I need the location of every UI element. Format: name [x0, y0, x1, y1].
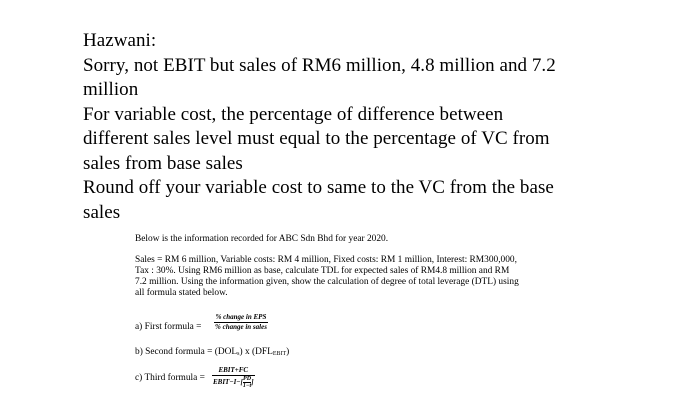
formula-c-denominator [212, 376, 255, 389]
formula-b-mid: ) x (DFL [239, 347, 273, 357]
message-line: million [83, 79, 139, 100]
formula-c-inner-num: PD [243, 376, 252, 382]
message-line: different sales level must equal to the percentage of VC from [83, 128, 550, 149]
message-line: sales from base sales [83, 152, 243, 174]
formula-c-den-prefix: EBIT−I−[ [213, 378, 243, 387]
formula-a-fraction [214, 313, 268, 332]
question-line: all formula stated below. [135, 288, 228, 298]
formula-c-fraction [212, 366, 255, 389]
formula-c-numerator: EBIT+FC [212, 366, 255, 376]
message-line: For variable cost, the percentage of difference between [83, 103, 504, 125]
message-line: Sorry, not EBIT but sales of RM6 million, 4.8 million and 7.2 [83, 54, 556, 76]
formula-b-sub-s: s [237, 351, 240, 357]
formula-a [135, 322, 201, 332]
formula-b-label: b) Second formula = (DOL [135, 347, 238, 357]
formula-a-label: a) First formula = [135, 322, 202, 332]
formula-b-sub-ebit: EBIT [272, 351, 287, 357]
question-body [135, 255, 605, 299]
formula-b-end: ) [286, 347, 290, 357]
question-line: Tax : 30%. Using RM6 million as base, calculate TDL for expected sales of RM4.8 million and RM [135, 266, 510, 276]
formula-a-numerator: % change in EPS [215, 313, 267, 321]
formula-c-inner-fraction [242, 376, 254, 389]
message-line: sales [83, 201, 121, 223]
question-line: 7.2 million. Using the information given, show the calculation of degree of total leverage (DTL) using [135, 277, 519, 287]
question-line: Sales = RM 6 million, Variable costs: RM 4 million, Fixed costs: RM 1 million, Interest: RM300,000, [135, 255, 517, 265]
formula-c-label: c) Third formula = [135, 373, 205, 383]
formula-c [135, 373, 205, 383]
message-line: Round off your variable cost to same to the VC from the base [83, 177, 554, 198]
formula-a-denominator: % change in sales [215, 323, 267, 331]
chat-message [83, 29, 653, 225]
formula-b [135, 347, 289, 357]
question-intro: Below is the information recorded for ABC Sdn Bhd for year 2020. [135, 234, 389, 244]
message-line: Hazwani: [83, 30, 157, 51]
question-image [135, 234, 605, 299]
formula-c-inner-den: 1−t [242, 383, 252, 389]
formula-c-den-suffix: ] [251, 378, 254, 387]
